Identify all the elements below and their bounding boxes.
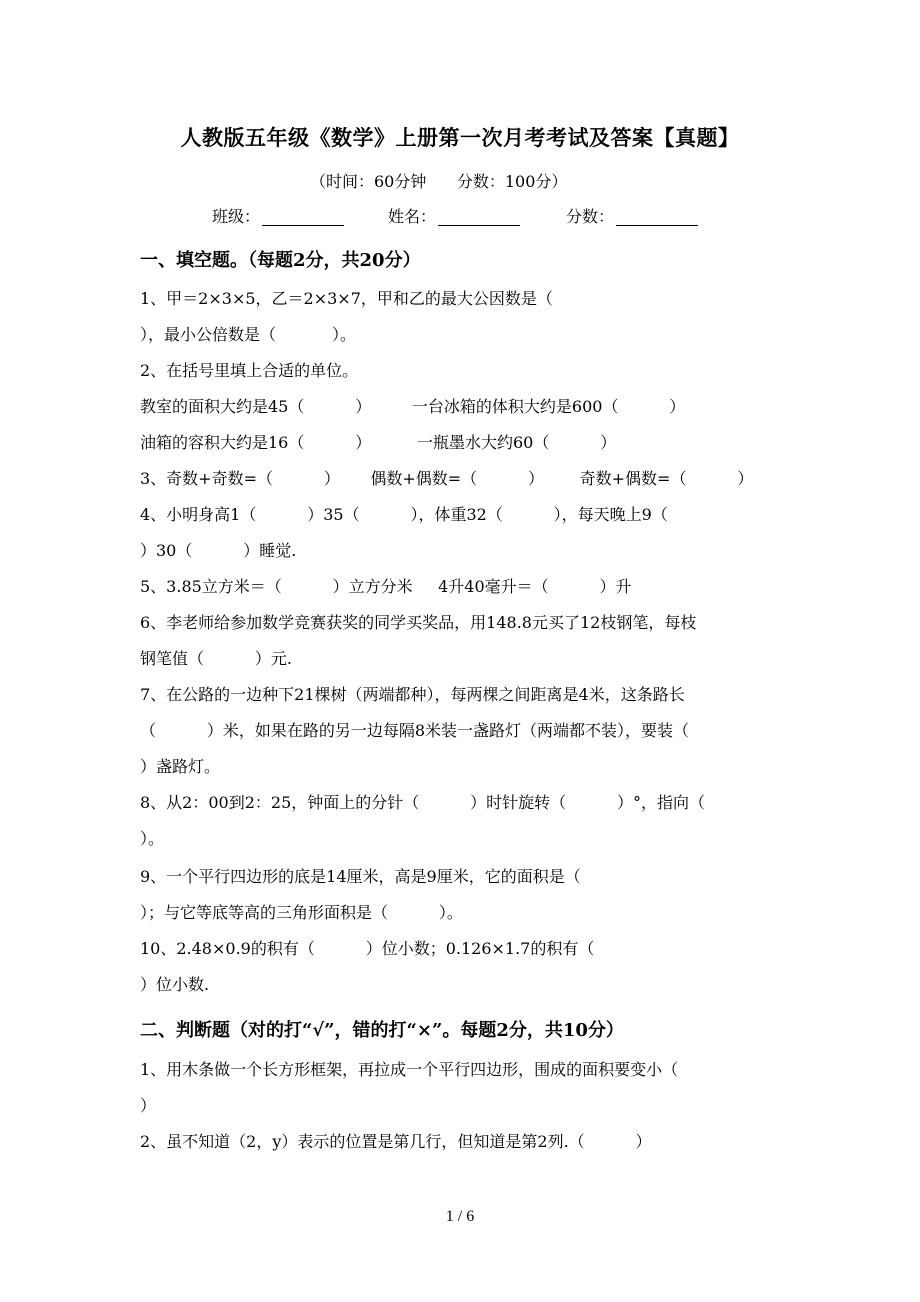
question-line: 4、小明身高1（ ）35（ ），体重32（ ），每天晚上9（ [140, 505, 668, 524]
name-blank [438, 209, 520, 226]
question-line: 1、用木条做一个长方形框架，再拉成一个平行四边形，围成的面积要变小（ [140, 1060, 679, 1079]
question-line: 油箱的容积大约是16（ ） 一瓶墨水大约60（ ） [140, 433, 617, 452]
question-line: ）盏路灯。 [140, 757, 221, 776]
score-label: 分数： [566, 207, 615, 226]
class-label: 班级： [212, 207, 261, 226]
question-line: 2、虽不知道（2，y）表示的位置是第几行，但知道是第2列.（ ） [140, 1132, 652, 1151]
question-line: 教室的面积大约是45（ ） 一台冰箱的体积大约是600（ ） [140, 397, 686, 416]
section-heading-true-false: 二、判断题（对的打“√”，错的打“×”。每题2分，共10分） [140, 1020, 624, 1041]
question-line: 2、在括号里填上合适的单位。 [140, 361, 359, 380]
section-heading-fill-in: 一、填空题。（每题2分，共20分） [140, 250, 421, 271]
question-line: 3、奇数+奇数=（ ） 偶数+偶数=（ ） 奇数+偶数=（ ） [140, 469, 754, 488]
page-title: 人教版五年级《数学》上册第一次月考考试及答案【真题】 [180, 125, 740, 150]
question-line: （ ）米，如果在路的另一边每隔8米装一盏路灯（两端都不装），要装（ [140, 721, 690, 740]
exam-time-score: （时间：60分钟 分数：100分） [310, 172, 568, 191]
score-field [566, 204, 698, 227]
question-line: ）；与它等底等高的三角形面积是（ ）。 [140, 903, 463, 922]
class-field [212, 204, 344, 227]
page-number: 1 / 6 [445, 1208, 475, 1225]
score-blank [616, 209, 698, 226]
question-line: 1、甲＝2×3×5，乙＝2×3×7，甲和乙的最大公因数是（ [140, 289, 553, 308]
question-line: 5、3.85立方米＝（ ）立方分米 4升40毫升＝（ ）升 [140, 577, 632, 596]
question-line: ）30（ ）睡觉. [140, 541, 297, 560]
question-line: 钢笔值（ ）元. [140, 649, 292, 668]
name-field [388, 204, 520, 227]
question-line: ）位小数. [140, 975, 210, 994]
question-line: 10、2.48×0.9的积有（ ）位小数；0.126×1.7的积有（ [140, 939, 595, 958]
student-info-line [0, 204, 920, 228]
question-line: 8、从2：00到2：25，钟面上的分针（ ）时针旋转（ ）°，指向（ [140, 793, 705, 812]
name-label: 姓名： [388, 207, 437, 226]
class-blank [262, 209, 344, 226]
question-line: 7、在公路的一边种下21棵树（两端都种），每两棵之间距离是4米，这条路长 [140, 685, 685, 704]
question-line: 9、一个平行四边形的底是14厘米，高是9厘米，它的面积是（ [140, 867, 581, 886]
question-line: ） [140, 1096, 157, 1115]
question-line: 6、李老师给参加数学竞赛获奖的同学买奖品，用148.8元买了12枝钢笔，每枝 [140, 613, 697, 632]
question-line: ）。 [140, 829, 165, 848]
question-line: ），最小公倍数是（ ）。 [140, 325, 356, 344]
